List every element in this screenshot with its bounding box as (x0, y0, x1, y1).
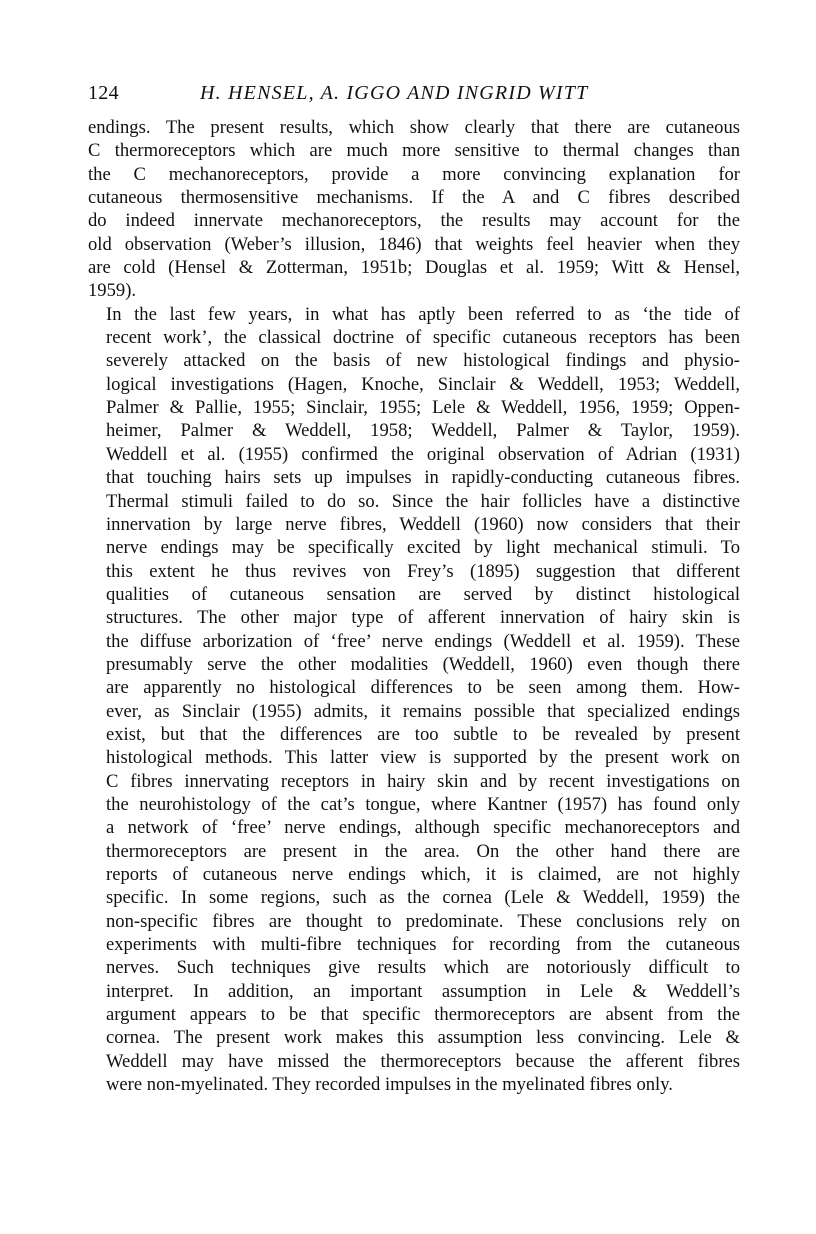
text-line: heimer, Palmer & Weddell, 1958; Weddell, Palmer & Taylor, 1959). (106, 420, 740, 442)
text-line: nerves. Such techniques give results which are notoriously difficult to (106, 957, 740, 979)
text-line: experiments with multi-fibre techniques for recording from the cutaneous (106, 934, 740, 956)
text-line: Palmer & Pallie, 1955; Sinclair, 1955; Lele & Weddell, 1956, 1959; Oppen- (106, 397, 740, 419)
text-line: C thermoreceptors which are much more sensitive to thermal changes than (88, 140, 740, 162)
article-body (88, 116, 740, 1096)
text-line: old observation (Weber’s illusion, 1846) that weights feel heavier when they (88, 233, 740, 255)
text-line: qualities of cutaneous sensation are served by distinct histological (106, 583, 740, 605)
text-line: specific. In some regions, such as the cornea (Lele & Weddell, 1959) the (106, 887, 740, 909)
text-line: Weddell et al. (1955) confirmed the original observation of Adrian (1931) (106, 443, 740, 465)
text-line: presumably serve the other modalities (Weddell, 1960) even though there (106, 653, 740, 675)
text-line: In the last few years, in what has aptly been referred to as ‘the tide of (106, 303, 740, 325)
text-line: ever, as Sinclair (1955) admits, it remains possible that specialized endings (106, 700, 740, 722)
text-line: were non-myelinated. They recorded impulses in the myelinated fibres only. (106, 1074, 673, 1096)
text-line: endings. The present results, which show clearly that there are cutaneous (88, 117, 740, 138)
text-line: nerve endings may be specifically excited by light mechanical stimuli. To (106, 537, 740, 559)
journal-page (88, 82, 740, 1096)
paragraph (88, 303, 740, 1097)
text-line: the C mechanoreceptors, provide a more convincing explanation for (88, 163, 740, 185)
text-line: recent work’, the classical doctrine of specific cutaneous receptors has been (106, 327, 740, 349)
text-line: do indeed innervate mechanoreceptors, the results may account for the (88, 210, 740, 232)
text-line: this extent he thus revives von Frey’s (1895) suggestion that different (106, 560, 740, 582)
text-line: the neurohistology of the cat’s tongue, where Kantner (1957) has found only (106, 793, 740, 815)
text-line: histological methods. This latter view is supported by the present work on (106, 747, 740, 769)
text-line: that touching hairs sets up impulses in rapidly-conducting cutaneous fibres. (106, 467, 740, 489)
text-line: are apparently no histological differences to be seen among them. How- (106, 677, 740, 699)
text-line: the diffuse arborization of ‘free’ nerve endings (Weddell et al. 1959). These (106, 630, 740, 652)
text-line: C fibres innervating receptors in hairy skin and by recent investigations on (106, 770, 740, 792)
text-line: reports of cutaneous nerve endings which, it is claimed, are not highly (106, 864, 740, 885)
text-line: thermoreceptors are present in the area. On the other hand there are (106, 840, 740, 862)
text-line: innervation by large nerve fibres, Weddell (1960) now considers that their (106, 513, 740, 535)
paragraph (88, 116, 740, 303)
text-line: exist, but that the differences are too subtle to be revealed by present (106, 723, 740, 745)
text-line: interpret. In addition, an important assumption in Lele & Weddell’s (106, 980, 740, 1002)
text-line: non-specific fibres are thought to predominate. These conclusions rely on (106, 910, 740, 932)
text-line: cutaneous thermosensitive mechanisms. If the A and C fibres described (88, 187, 740, 209)
text-line: severely attacked on the basis of new histological findings and physio- (106, 350, 740, 372)
text-line: Thermal stimuli failed to do so. Since the hair follicles have a distinctive (106, 490, 740, 512)
running-head (88, 82, 740, 112)
text-line: logical investigations (Hagen, Knoche, Sinclair & Weddell, 1953; Weddell, (106, 373, 740, 395)
text-line: argument appears to be that specific thermoreceptors are absent from the (106, 1004, 740, 1026)
text-line: a network of ‘free’ nerve endings, although specific mechanoreceptors and (106, 817, 740, 839)
text-line: are cold (Hensel & Zotterman, 1951b; Douglas et al. 1959; Witt & Hensel, (88, 257, 740, 279)
text-line: cornea. The present work makes this assumption less convincing. Lele & (106, 1027, 740, 1049)
page-number: 124 (88, 82, 119, 104)
text-line: 1959). (88, 280, 137, 302)
text-line: structures. The other major type of afferent innervation of hairy skin is (106, 607, 740, 629)
text-line: Weddell may have missed the thermoreceptors because the afferent fibres (106, 1050, 740, 1072)
running-head-authors: H. HENSEL, A. IGGO AND INGRID WITT (200, 82, 589, 104)
